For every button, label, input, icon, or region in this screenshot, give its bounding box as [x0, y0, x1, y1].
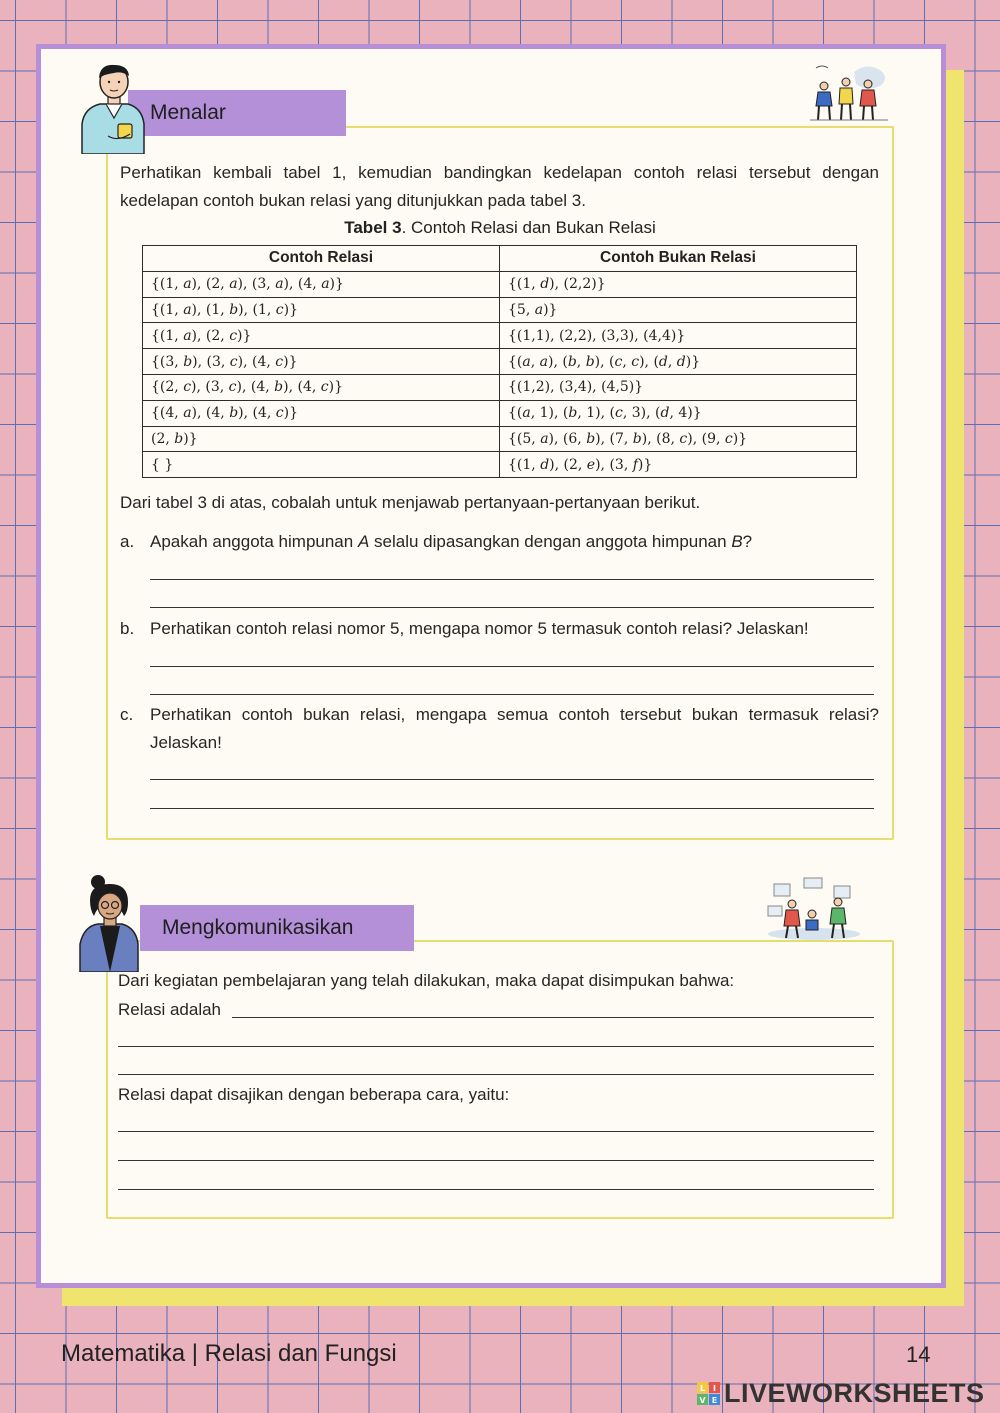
- badge-letter-l: L: [699, 1383, 706, 1393]
- bukan-relasi-cell: {(1,2), (3,4), (4,5)}: [500, 374, 857, 400]
- questions-prompt: Dari tabel 3 di atas, cobalah untuk menjawab pertanyaan-pertanyaan berikut.: [120, 493, 701, 512]
- bukan-relasi-cell: {(a, a), (b, b), (c, c), (d, d)}: [500, 349, 857, 375]
- badge-letter-i: I: [713, 1383, 716, 1393]
- mengkomunikasikan-tab: [140, 905, 414, 951]
- relasi-ways-line-3[interactable]: [118, 1189, 874, 1190]
- woman-avatar-icon: [76, 874, 142, 972]
- question-c-text: Perhatikan contoh bukan relasi, mengapa semua contoh tersebut bukan termasuk relasi? Jelaskan!: [150, 705, 879, 752]
- answer-b-line-1[interactable]: [150, 666, 874, 667]
- relasi-cell: {(1, a), (2, c)}: [143, 323, 500, 349]
- bukan-relasi-cell: {(a, 1), (b, 1), (c, 3), (d, 4)}: [500, 400, 857, 426]
- bukan-relasi-cell: {(5, a), (6, b), (7, b), (8, c), (9, c)}: [500, 426, 857, 452]
- relasi-definition-line-1[interactable]: [232, 1017, 874, 1018]
- question-c-label: c.: [120, 705, 134, 724]
- page-number: 14: [906, 1342, 931, 1367]
- table-caption-text: . Contoh Relasi dan Bukan Relasi: [401, 218, 656, 237]
- relasi-adalah-label: Relasi adalah: [118, 1000, 222, 1019]
- relasi-cell: {(3, b), (3, c), (4, c)}: [143, 349, 500, 375]
- question-b-label: b.: [120, 619, 135, 638]
- relasi-ways-line-1[interactable]: [118, 1131, 874, 1132]
- menalar-title: Menalar: [150, 101, 226, 124]
- answer-c-line-1[interactable]: [150, 779, 874, 780]
- badge-letter-e: E: [711, 1395, 718, 1405]
- relasi-cell: (2, b)}: [143, 426, 500, 452]
- badge-letter-v: V: [699, 1395, 706, 1405]
- question-a-text: Apakah anggota himpunan A selalu dipasangkan dengan anggota himpunan B?: [150, 532, 753, 551]
- relasi-definition-line-3[interactable]: [118, 1074, 874, 1075]
- header-contoh-bukan-relasi: Contoh Bukan Relasi: [500, 246, 857, 272]
- bukan-relasi-cell: {5, a)}: [500, 297, 857, 323]
- team-illustration-icon: [806, 62, 892, 124]
- relasi-cell: {(2, c), (3, c), (4, b), (4, c)}: [143, 374, 500, 400]
- table-caption-bold: Tabel 3: [344, 218, 402, 237]
- table-row: [143, 426, 857, 452]
- answer-c-line-2[interactable]: [150, 808, 874, 809]
- table-caption: [0, 218, 1000, 238]
- question-b-text: Perhatikan contoh relasi nomor 5, mengapa nomor 5 termasuk contoh relasi? Jelaskan!: [150, 619, 809, 638]
- table-header-row: [143, 246, 857, 272]
- relasi-ways-label: Relasi dapat disajikan dengan beberapa cara, yaitu:: [118, 1085, 510, 1104]
- relasi-cell: { }: [143, 452, 500, 478]
- mengkomunikasikan-title: Mengkomunikasikan: [162, 916, 354, 939]
- mengkomunikasikan-intro: Dari kegiatan pembelajaran yang telah dilakukan, maka dapat disimpukan bahwa:: [118, 971, 735, 990]
- question-a-label: a.: [120, 532, 135, 551]
- live-badge-icon: [697, 1382, 721, 1406]
- table-row: [143, 271, 857, 297]
- relasi-cell: {(1, a), (2, a), (3, a), (4, a)}: [143, 271, 500, 297]
- relasi-definition-line-2[interactable]: [118, 1046, 874, 1047]
- footer-title: Matematika | Relasi dan Fungsi: [61, 1340, 397, 1367]
- table-row: [143, 400, 857, 426]
- man-avatar-icon: [78, 62, 150, 154]
- table-row: [143, 452, 857, 478]
- table-row: [143, 297, 857, 323]
- discussion-illustration-icon: [764, 876, 866, 942]
- bukan-relasi-cell: {(1, d), (2, e), (3, f)}: [500, 452, 857, 478]
- table-row: [143, 374, 857, 400]
- liveworksheets-logo[interactable]: [697, 1378, 985, 1409]
- menalar-tab: [128, 90, 346, 136]
- relasi-ways-line-2[interactable]: [118, 1160, 874, 1161]
- answer-a-line-1[interactable]: [150, 579, 874, 580]
- bukan-relasi-cell: {(1, d), (2,2)}: [500, 271, 857, 297]
- menalar-intro: Perhatikan kembali tabel 1, kemudian bandingkan kedelapan contoh relasi tersebut dengan kedelapan contoh bukan relasi yang ditunjukkan pada tabel 3.: [120, 163, 879, 210]
- table-row: [143, 323, 857, 349]
- relation-table: [142, 245, 857, 478]
- relasi-cell: {(4, a), (4, b), (4, c)}: [143, 400, 500, 426]
- liveworksheets-brand: LIVEWORKSHEETS: [724, 1378, 985, 1408]
- relasi-cell: {(1, a), (1, b), (1, c)}: [143, 297, 500, 323]
- table-row: [143, 349, 857, 375]
- answer-b-line-2[interactable]: [150, 694, 874, 695]
- answer-a-line-2[interactable]: [150, 607, 874, 608]
- bukan-relasi-cell: {(1,1), (2,2), (3,3), (4,4)}: [500, 323, 857, 349]
- header-contoh-relasi: Contoh Relasi: [143, 246, 500, 272]
